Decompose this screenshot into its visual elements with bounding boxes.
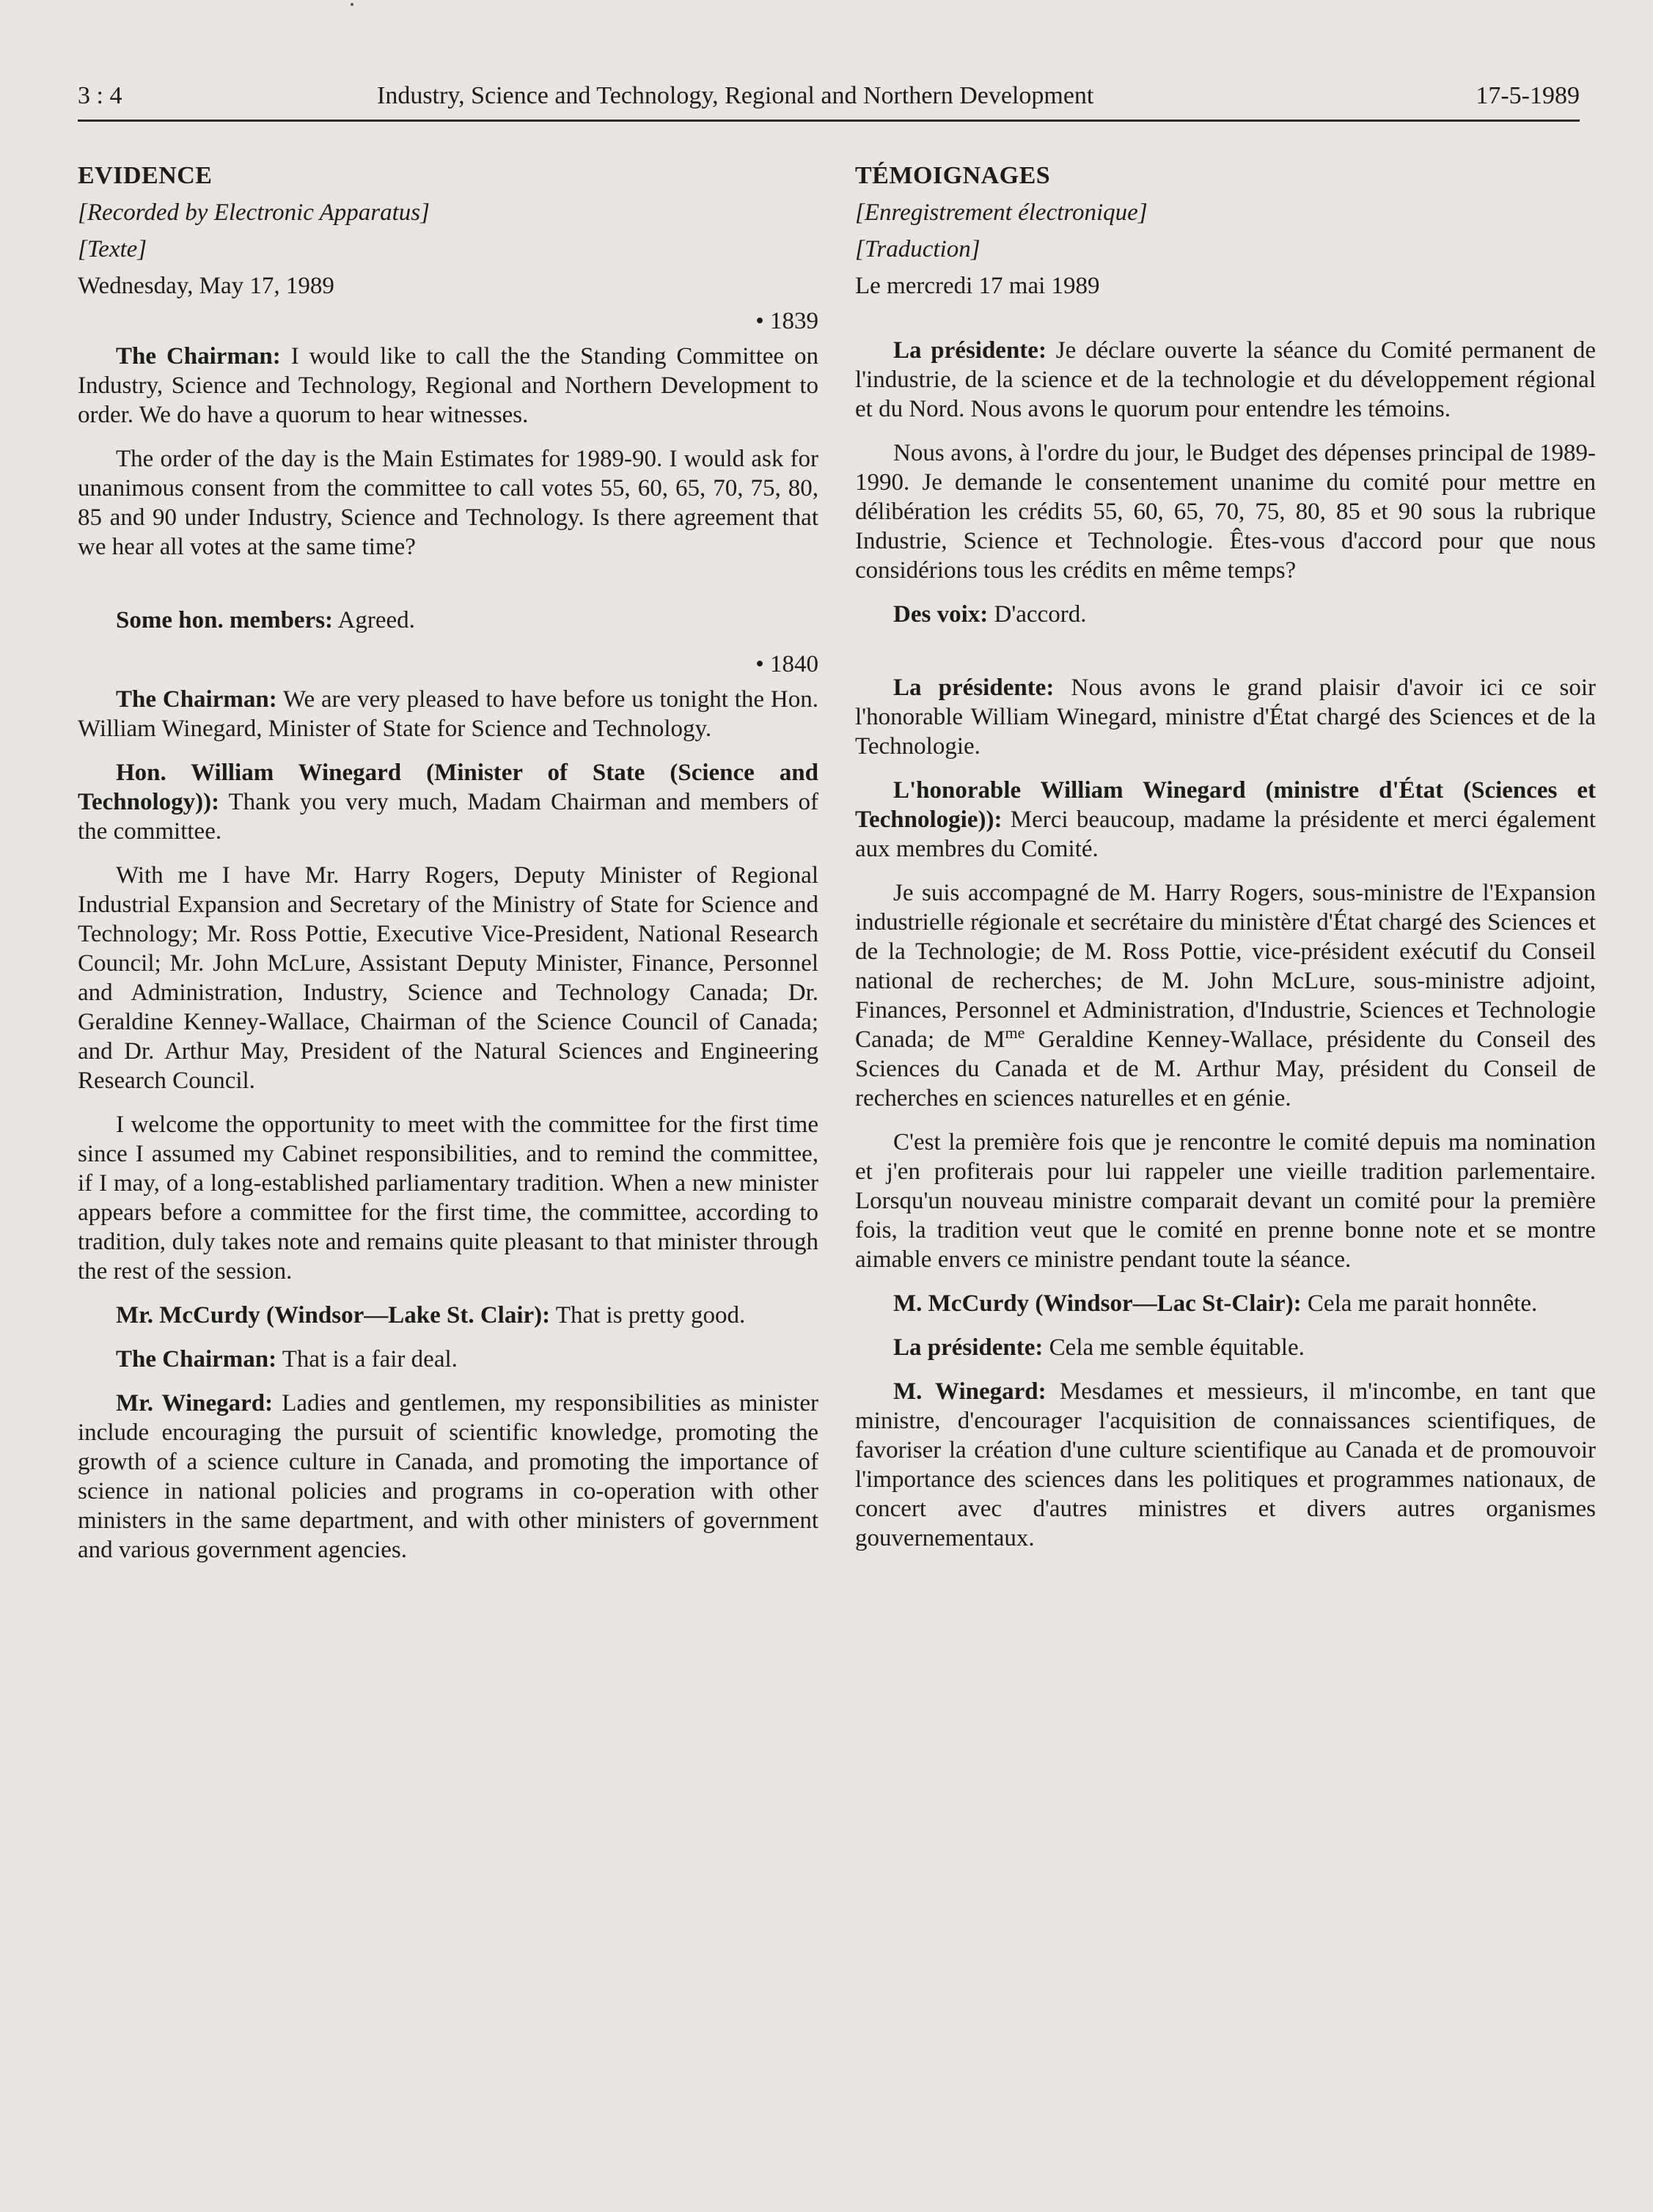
speech-text: Ladies and gentlemen, my responsibilities as minister include encouraging the pursuit of scientific knowledge, promoting the growth of a science culture in Canada, and promoting the importance of science in national policies and programs in co-operation with other ministers in the same department, and with other ministers of government and various government agencies. [78, 1390, 819, 1563]
header-date: 17-5-1989 [1476, 82, 1580, 109]
speaker: M. McCurdy (Windsor—Lac St-Clair): [893, 1290, 1302, 1317]
speech-text: That is pretty good. [550, 1302, 746, 1329]
paragraph: C'est la première fois que je rencontre le comité depuis ma nomination et j'en profiterais pour lui rappeler une vieille tradition parlementaire. Lorsqu'un nouveau ministre comparait devant un comité pour la première fois, la tradition veut que le comité en prenne bonne note et se montre aimable envers ce ministre pendant toute la séance. [855, 1129, 1596, 1273]
paragraph [78, 1301, 818, 1330]
paragraph: Nous avons, à l'ordre du jour, le Budget des dépenses principal de 1989-1990. Je demande le consentement unanime du comité pour mettre en délibération les crédits 55, 60, 65, 70, 75, 80, 85 et 90 sous la rubrique Industrie, Science et Technologie. Êtes-vous d'accord pour que nous considérions tous les crédits en même temps? [855, 440, 1596, 584]
recorded-note: [Recorded by Electronic Apparatus] [78, 199, 430, 226]
spacer [855, 644, 1596, 673]
speech-text: We are very pleased to have before us tonight the Hon. William Winegard, Minister of State for Science and Technology. [78, 686, 819, 742]
paragraph [855, 1333, 1596, 1362]
sitting-date: Wednesday, May 17, 1989 [78, 273, 334, 299]
language-note: [Traduction] [855, 236, 981, 262]
paragraph [855, 673, 1596, 761]
sitting-date: Le mercredi 17 mai 1989 [855, 273, 1100, 299]
recorded-note: [Enregistrement électronique] [855, 199, 1148, 226]
speaker: La présidente: [893, 337, 1047, 364]
superscript: me [1005, 1024, 1025, 1042]
paragraph [855, 1377, 1596, 1553]
speaker: The Chairman: [116, 686, 277, 713]
timestamp: • 1839 [755, 308, 818, 334]
speech-text: Cela me semble équitable. [1043, 1334, 1305, 1361]
english-column [78, 161, 818, 1579]
speech-text: Merci beaucoup, madame la présidente et merci également aux membres du Comité. [855, 806, 1596, 862]
paragraph [78, 758, 818, 846]
speech-text: Je suis accompagné de M. Harry Rogers, sous-ministre de l'Expansion industrielle régionale et secrétaire du ministère d'État chargé des Sciences et de la Technologie; de M. Ross Pottie, vice-président exécutif du Conseil national de recherches; de M. John McLure, sous-ministre adjoint, Finances, Personnel et Administration, d'Industrie, Sciences et Technologie Canada; de M [855, 880, 1596, 1053]
speech-text: Geraldine Kenney-Wallace, présidente du Conseil des Sciences du Canada et de M. Arthur May, président du Conseil de recherches en sciences naturelles et en génie. [855, 1026, 1597, 1111]
speaker: Hon. William Winegard (Minister of State (Science and Technology)): [78, 760, 818, 815]
speech-text: D'accord. [988, 601, 1087, 628]
paragraph [78, 606, 818, 635]
paragraph: With me I have Mr. Harry Rogers, Deputy Minister of Regional Industrial Expansion and Secretary of the Ministry of State for Science and Technology; Mr. Ross Pottie, Executive Vice-President, National Research Council; Mr. John McLure, Assistant Deputy Minister, Finance, Personnel and Administration, Industry, Science and Technology Canada; Dr. Geraldine Kenney-Wallace, Chairman of the Science Council of Canada; and Dr. Arthur May, President of the Natural Sciences and Engineering Research Council. [78, 862, 818, 1094]
paragraph: The order of the day is the Main Estimates for 1989-90. I would ask for unanimous consent from the committee to call votes 55, 60, 65, 70, 75, 80, 85 and 90 under Industry, Science and Technology. Is there agreement that we hear all votes at the same time? [78, 446, 818, 560]
paragraph [78, 685, 818, 743]
speaker: The Chairman: [116, 343, 281, 370]
header-rule [78, 120, 1580, 122]
scan-speck [351, 3, 353, 6]
paragraph [855, 1289, 1596, 1318]
paragraph: I welcome the opportunity to meet with the committee for the first time since I assumed my Cabinet responsibilities, and to remind the committee, if I may, of a long-established parliamentary tradition. When a new minister appears before a committee for the first time, the committee, according to tradition, duly takes note and remains quite pleasant to that minister through the rest of the session. [78, 1111, 818, 1285]
speech-text: That is a fair deal. [276, 1346, 458, 1373]
speaker: Some hon. members: [116, 607, 334, 633]
language-note: [Texte] [78, 236, 147, 262]
speaker: Mr. Winegard: [116, 1390, 274, 1417]
speaker: Mr. McCurdy (Windsor—Lake St. Clair): [116, 1302, 551, 1329]
speech-text: Thank you very much, Madam Chairman and members of the committee. [78, 789, 818, 845]
paragraph [855, 600, 1596, 629]
page-number: 3 : 4 [78, 82, 122, 109]
speaker: M. Winegard: [893, 1378, 1047, 1405]
speaker: Des voix: [893, 601, 989, 628]
temoignages-heading: TÉMOIGNAGES [855, 162, 1051, 189]
speech-text: I would like to call the the Standing Committee on Industry, Science and Technology, Regional and Northern Development to order. We do have a quorum to hear witnesses. [78, 343, 819, 428]
french-column [855, 161, 1596, 1568]
speech-text: Cela me parait honnête. [1301, 1290, 1538, 1317]
speech-text: Je déclare ouverte la séance du Comité permanent de l'industrie, de la science et de la technologie et du développement régional et du Nord. Nous avons le quorum pour entendre les témoins. [855, 337, 1596, 422]
paragraph [855, 336, 1596, 424]
speaker: The Chairman: [116, 1346, 277, 1373]
speaker: La présidente: [893, 675, 1055, 701]
evidence-heading: EVIDENCE [78, 162, 213, 189]
speaker: La présidente: [893, 1334, 1044, 1361]
paragraph [855, 776, 1596, 864]
running-title: Industry, Science and Technology, Regional and Northern Development [377, 82, 1094, 109]
speech-text: Agreed. [333, 607, 415, 633]
speech-text: Mesdames et messieurs, il m'incombe, en tant que ministre, d'encourager l'acquisition de connaissances scientifiques, de favoriser la création d'une culture scientifique au Canada et de promouvoir l'importance des sciences dans les politiques et programmes nationaux, de concert avec d'autres ministres et divers autres organismes gouvernementaux. [855, 1378, 1596, 1551]
paragraph [78, 342, 818, 430]
speech-text: Nous avons le grand plaisir d'avoir ici ce soir l'honorable William Winegard, ministre d'État chargé des Sciences et de la Technologie. [855, 675, 1596, 760]
paragraph [78, 1389, 818, 1565]
speaker: L'honorable William Winegard (ministre d'État (Sciences et Technologie)): [855, 777, 1596, 833]
spacer [855, 306, 1596, 336]
running-header [78, 82, 1580, 119]
paragraph [78, 1345, 818, 1374]
spacer [78, 576, 818, 606]
timestamp: • 1840 [755, 651, 818, 677]
paragraph [855, 878, 1596, 1113]
